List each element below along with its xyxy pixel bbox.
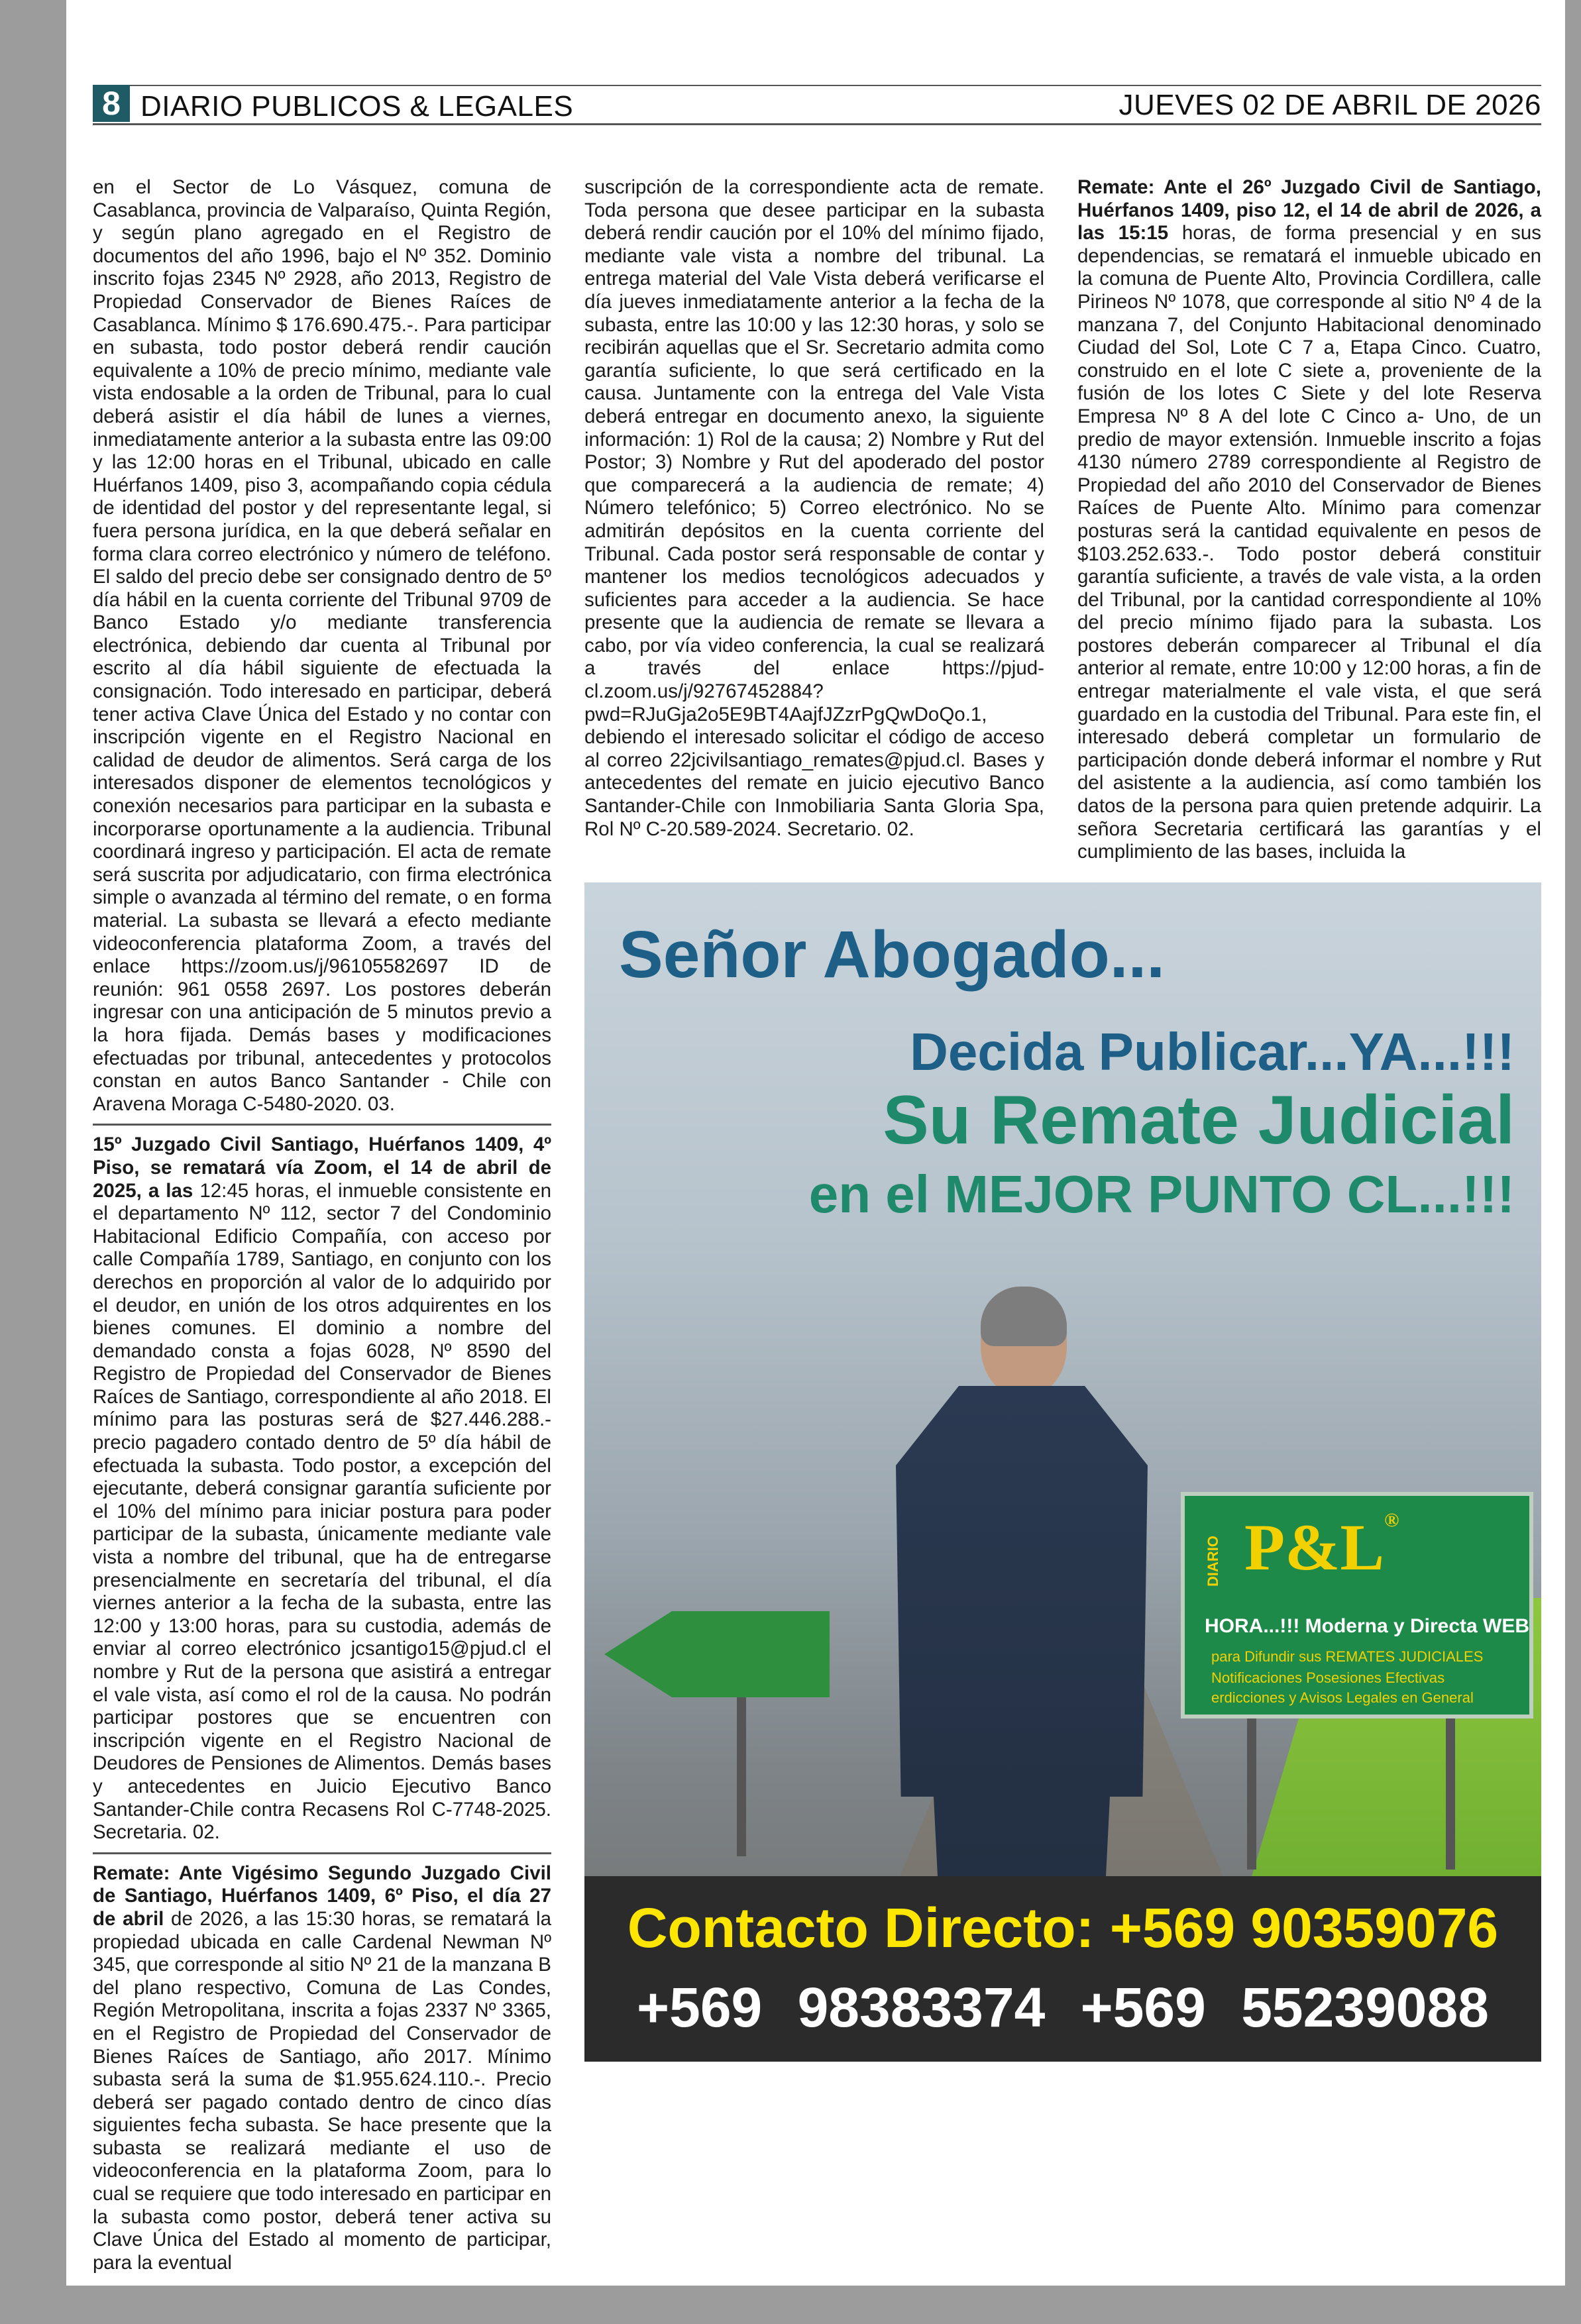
notice-heading: Remate: Ante Vigésimo Segundo Juzgado Civil de Santiago, Huérfanos 1409, 6º Piso, el día 27 de abril [93,1862,551,1930]
contact-secondary: +569 98383374 +569 55239088 [637,1976,1489,2038]
billboard-line: para Difundir sus REMATES JUDICIALES [1211,1648,1484,1665]
notice-body: de 2026, a las 15:30 horas, se rematará la propiedad ubicada en calle Cardenal Newman Nº 345, que corresponde al sitio Nº 21 de la manzana B del plano respectivo, Comuna de Las Condes, Región Metropolitana, inscrita a fojas 2337 Nº 3365, en el Registro de Propiedad del Conservador de Bienes Raíces de Santiago, año 2017. Mínimo subasta será la suma de $1.955.624.110.-. Precio deberá ser pagado contado dentro de cinco días siguientes fecha subasta. Se hace presente que la subasta se realizará mediante el uso de videoconferencia en la plataforma Zoom, para lo cual se requiere que todo interesado en participar en la subasta como postor, deberá tener activa su Clave Única del Estado al momento de participar, para la eventual [93,1907,551,2274]
ad-subheadline: Decida Publicar...YA...!!! [910,1022,1515,1081]
page-header [93,85,1541,123]
notice-heading: 15º Juzgado Civil Santiago, Huérfanos 1409, 4º Piso, se rematará vía Zoom, el 14 de abril de 2025, a las [93,1134,551,1202]
billboard-line: HORA...!!! Moderna y Directa WEB [1205,1615,1530,1637]
notice-body: horas, de forma presencial y en sus dependencias, se rematará el inmueble ubicado en la comuna de Puente Alto, Provincia Cordillera, calle Pirineos Nº 1078, que corresponde al sitio Nº 4 de la manzana 7, del Conjunto Habitacional denominado Ciudad del Sol, Lote C 7 a, Etapa Cinco. Cuatro, construido en el lote C siete a, proveniente de la fusión de los lotes C Siete y del lote Reserva Empresa Nº 8 A del lote C Cinco a- Uno, de un predio de mayor extensión. Inmueble inscrito a fojas 4130 número 2789 correspondiente al Registro de Propiedad del año 2010 del Conservador de Bienes Raíces de Puente Alto. Mínimo para comenzar posturas será la cantidad equivalente en pesos de $103.252.633.-. Todo postor deberá constituir garantía suficiente, a través de vale vista, a la orden del Tribunal, por la cantidad correspondiente al 10% del precio mínimo fijado para la subasta. Los postores deberán comparecer al Tribunal el día anterior al remate, entre 10:00 y 12:00 horas, a fin de entregar materialmente el vale vista, el que será guardado en la custodia del Tribunal. Para este fin, el interesado deberá completar un formulario de participación donde deberá informar el nombre y Rut del asistente a la audiencia, así como también los datos de la persona para quien pretende adquirir. La señora Secretaria certificará las garantías y el cumplimiento de las bases, incluida la [1077,222,1542,863]
column-3 [1077,176,1541,864]
board-post [1247,1704,1256,1870]
notice-text [1077,176,1541,864]
advertisement [584,882,1541,2062]
notice-text [93,1134,551,1844]
contact-primary: Contacto Directo: +569 90359076 [627,1897,1499,1959]
pl-logo: P&L® [1244,1509,1399,1584]
ad-headline: Señor Abogado... [619,918,1166,992]
notice-text [93,1862,551,2275]
pl-billboard [1181,1492,1533,1718]
notice-text: suscripción de la correspondiente acta de remate. Toda persona que desee participar en la subasta deberá rendir caución por el 10% del mínimo fijado, mediante vale vista a nombre del tribunal. La entrega material del Vale Vista deberá verificarse el día jueves inmediatamente anterior a la fecha de la subasta, entre las 10:00 y las 12:30 horas, y solo se recibirán aquellas que el Sr. Secretario admita como garantía suficiente, lo que será certificado en la causa. Juntamente con la entrega del Vale Vista deberá entregar en documento anexo, la siguiente información: 1) Rol de la causa; 2) Nombre y Rut del Postor; 3) Nombre y Rut del apoderado del postor que comparecerá a la audiencia de remate; 4) Número telefónico; 5) Correo electrónico. No se admitirán depósitos en la cuenta corriente del Tribunal. Cada postor será responsable de contar y mantener los medios tecnológicos adecuados y suficientes para acceder a la audiencia. Se hace presente que la audiencia de remate se llevara a cabo, por vía video conferencia, la cual se realizará a través del enlace https://pjud-cl.zoom.us/j/92767452884?pwd=RJuGja2o5E9BT4AajfJZzrPgQwDoQo.1, debiendo el interesado solicitar el código de acceso al correo 22jcivilsantiago_remates@pjud.cl. Bases y antecedentes del remate en juicio ejecutivo Banco Santander-Chile con Inmobiliaria Santa Gloria Spa, Rol Nº C-20.589-2024. Secretario. 02. [584,176,1044,840]
header-rule [93,123,1541,125]
notice-heading: Remate: Ante el 26º Juzgado Civil de Santiago, Huérfanos 1409, piso 12, el 14 de abril de 2026, a las 15:15 [1077,176,1541,244]
billboard-line: Notificaciones Posesiones Efectivas [1211,1669,1445,1686]
notice-body: 12:45 horas, el inmueble consistente en el departamento Nº 112, sector 7 del Condominio Habitacional Edificio Compañía, con acceso por calle Compañía 1789, Santiago, en conjunto con los derechos en proporción al valor de lo adquirido por el deudor, en unión de los otros adquirentes en los bienes comunes. El dominio a nombre del demandado consta a fojas 6028, Nº 8590 del Registro de Propiedad del Conservador de Bienes Raíces de Santiago, correspondiente al año 2018. El mínimo para las posturas será de $27.446.288.- precio pagadero contado dentro de 5º día hábil de efectuada la subasta. Todo postor, a excepción del ejecutante, deberá consignar garantía suficiente por el 10% del mínimo para iniciar postura para poder participar de la subasta, únicamente mediante vale vista a nombre del tribunal, que ha de entregarse presencialmente en secretaría del tribunal, el día viernes anterior a la fecha de la subasta, entre las 12:00 y 13:00 horas, para su custodia, además de enviar al correo electrónico jcsantigo15@pjud.cl el nombre y Rut de la persona que asistirá a entregar el vale vista, así como el rol de la causa. No podrán participar postores que se encuentren con inscripción vigente en el Registro Nacional de Deudores de Pensiones de Alimentos. Demás bases y antecedentes en Juicio Ejecutivo Banco Santander-Chile contra Recasens Rol C-7748-2025. Secretaria. 02. [93,1179,551,1844]
column-1 [93,176,551,2274]
billboard-line: erdicciones y Avisos Legales en General [1211,1689,1474,1706]
publication-name: DIARIO PUBLICOS & LEGALES [140,90,574,123]
newspaper-page [66,0,1565,2286]
column-2 [584,176,1044,841]
ad-contact-bar [584,1876,1541,2062]
arrow-sign [604,1611,830,1697]
notice-separator [93,1852,551,1854]
page-number: 8 [93,85,130,122]
logo-diario-label: DIARIO [1205,1536,1221,1587]
publication-date: JUEVES 02 DE ABRIL DE 2026 [1118,89,1541,121]
man-hair [981,1287,1067,1346]
board-post [1446,1704,1455,1870]
ad-tagline-2: en el MEJOR PUNTO CL...!!! [808,1165,1515,1224]
notice-text: en el Sector de Lo Vásquez, comuna de Casablanca, provincia de Valparaíso, Quinta Región, y según plano agregado en el Registro de documentos del año 1996, bajo el Nº 352. Dominio inscrito fojas 2345 Nº 2928, año 2013, Registro de Propiedad Conservador de Bienes Raíces de Casablanca. Mínimo $ 176.690.475.-. Para participar en subasta, todo postor deberá rendir caución equivalente a 10% de precio mínimo, mediante vale vista endosable a la orden de Tribunal, para lo cual deberá asistir el día hábil de lunes a viernes, inmediatamente anterior a la subasta entre las 09:00 y las 12:00 horas en el Tribunal, ubicado en calle Huérfanos 1409, piso 3, acompañando copia cédula de identidad del postor y del representante legal, si fuera persona jurídica, en la que deberá señalar en forma clara correo electrónico y número de teléfono. El saldo del precio debe ser consignado dentro de 5º día hábil en la cuenta corriente del Tribunal 9709 de Banco Estado y/o mediante transferencia electrónica, debiendo dar cuenta al Tribunal por escrito al día hábil siguiente de efectuada la consignación. Todo interesado en participar, deberá tener activa Clave Única del Estado y no contar con inscripción vigente en el Registro Nacional en calidad de deudor de alimentos. Será carga de los interesados disponer de elementos tecnológicos y conexión necesarios para participar en la subasta e incorporarse oportunamente a la audiencia. Tribunal coordinará ingreso y participación. El acta de remate será suscrita por adjudicatario, con firma electrónica simple o avanzada al término del remate, o en forma material. La subasta se llevará a efecto mediante videoconferencia plataforma Zoom, a través del enlace https://zoom.us/j/96105582697 ID de reunión: 961 0558 2697. Los postores deberán ingresar con una anticipación de 5 minutos previo a la hora fijada. Demás bases y modificaciones efectuadas por tribunal, antecedentes y protocolos constan en autos Banco Santander - Chile con Aravena Moraga C-5480-2020. 03. [93,176,551,1115]
ad-tagline: Su Remate Judicial [883,1082,1515,1159]
notice-separator [93,1124,551,1126]
